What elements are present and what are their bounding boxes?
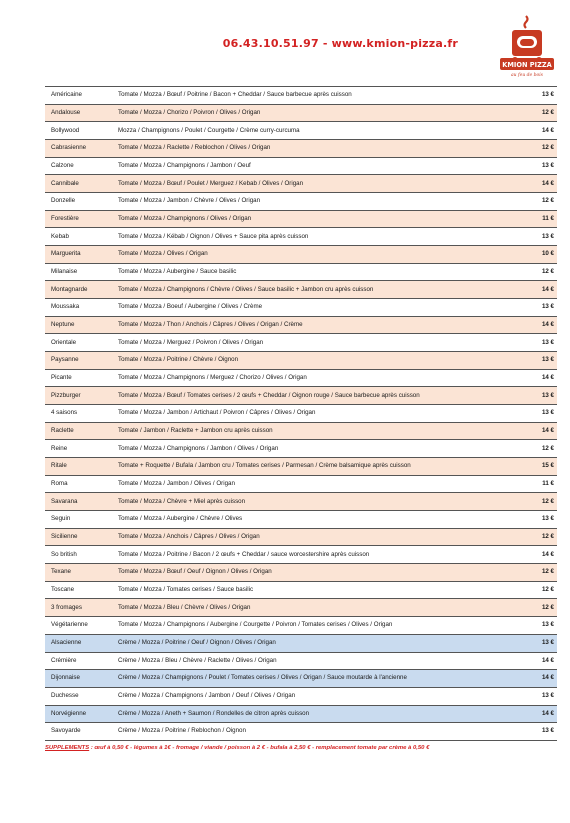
pizza-ingredients: Crème / Mozza / Champignons / Poulet / Tomates cerises / Olives / Origan / Sauce moutarde à l'ancienne xyxy=(112,670,526,688)
pizza-name: Calzone xyxy=(45,157,112,175)
table-row xyxy=(45,369,557,387)
table-row xyxy=(45,228,557,246)
pizza-price: 14 € xyxy=(526,652,557,670)
pizza-name: Texane xyxy=(45,564,112,582)
pizza-name: Seguin xyxy=(45,511,112,529)
pizza-ingredients: Tomate / Jambon / Raclette + Jambon cru après cuisson xyxy=(112,422,526,440)
pizza-name: Kebab xyxy=(45,228,112,246)
pizza-ingredients: Tomate / Mozza / Champignons / Jambon / Oeuf xyxy=(112,157,526,175)
pizza-name: Marguerita xyxy=(45,246,112,264)
pizza-name: Andalouse xyxy=(45,104,112,122)
pizza-name: Reine xyxy=(45,440,112,458)
pizza-ingredients: Tomate / Mozza / Chèvre + Miel après cuisson xyxy=(112,493,526,511)
pizza-price: 13 € xyxy=(526,299,557,317)
pizza-price: 13 € xyxy=(526,157,557,175)
pizza-price: 12 € xyxy=(526,193,557,211)
table-row xyxy=(45,705,557,723)
table-row xyxy=(45,422,557,440)
pizza-name: Végétarienne xyxy=(45,617,112,635)
pizza-price: 11 € xyxy=(526,210,557,228)
pizza-price: 13 € xyxy=(526,723,557,741)
pizza-name: Picante xyxy=(45,369,112,387)
svg-text:au feu de bois: au feu de bois xyxy=(511,73,543,78)
pizza-name: Paysanne xyxy=(45,352,112,370)
table-row xyxy=(45,352,557,370)
pizza-price: 14 € xyxy=(526,422,557,440)
supplements-text: : œuf à 0,50 € - légumes à 1€ - fromage / viande / poisson à 2 € - bufala à 2,50 € - remplacement tomate par crème à 0,50 € xyxy=(89,745,430,751)
table-row xyxy=(45,157,557,175)
pizza-ingredients: Tomate / Mozza / Poitrine / Bacon / 2 œufs + Cheddar / sauce worcestershire après cuisson xyxy=(112,546,526,564)
pizza-name: Norvégienne xyxy=(45,705,112,723)
table-row xyxy=(45,334,557,352)
pizza-price: 13 € xyxy=(526,334,557,352)
pizza-name: Montagnarde xyxy=(45,281,112,299)
table-row xyxy=(45,193,557,211)
table-row xyxy=(45,299,557,317)
table-row xyxy=(45,405,557,423)
pizza-price: 13 € xyxy=(526,634,557,652)
pizza-name: Savoyarde xyxy=(45,723,112,741)
pizza-price: 14 € xyxy=(526,705,557,723)
pizza-price: 10 € xyxy=(526,246,557,264)
pizza-name: Milanaise xyxy=(45,263,112,281)
supplements-label: SUPPLEMENTS xyxy=(45,745,90,751)
table-row xyxy=(45,723,557,741)
pizza-name: Cannibale xyxy=(45,175,112,193)
pizza-price: 14 € xyxy=(526,670,557,688)
pizza-ingredients: Tomate / Mozza / Jambon / Artichaut / Poivron / Câpres / Olives / Origan xyxy=(112,405,526,423)
pizza-name: Ritale xyxy=(45,458,112,476)
table-row xyxy=(45,599,557,617)
table-row xyxy=(45,581,557,599)
pizza-price: 14 € xyxy=(526,122,557,140)
table-row xyxy=(45,493,557,511)
pizza-price: 12 € xyxy=(526,140,557,158)
pizza-ingredients: Tomate / Mozza / Champignons / Merguez / Chorizo / Olives / Origan xyxy=(112,369,526,387)
pizza-name: Crémière xyxy=(45,652,112,670)
pizza-price: 13 € xyxy=(526,352,557,370)
table-row xyxy=(45,387,557,405)
pizza-ingredients: Mozza / Champignons / Poulet / Courgette / Crème curry-curcuma xyxy=(112,122,526,140)
table-row xyxy=(45,104,557,122)
pizza-ingredients: Tomate / Mozza / Champignons / Jambon / Olives / Origan xyxy=(112,440,526,458)
pizza-name: 4 saisons xyxy=(45,405,112,423)
pizza-price: 13 € xyxy=(526,617,557,635)
table-row xyxy=(45,140,557,158)
table-row xyxy=(45,440,557,458)
pizza-name: Bollywood xyxy=(45,122,112,140)
pizza-ingredients: Crème / Mozza / Aneth + Saumon / Rondelles de citron après cuisson xyxy=(112,705,526,723)
pizza-name: Donzelle xyxy=(45,193,112,211)
pizza-name: Toscane xyxy=(45,581,112,599)
pizza-price: 14 € xyxy=(526,175,557,193)
pizza-name: Forestière xyxy=(45,210,112,228)
pizza-price: 14 € xyxy=(526,316,557,334)
table-row xyxy=(45,122,557,140)
pizza-price: 13 € xyxy=(526,387,557,405)
pizza-price: 12 € xyxy=(526,528,557,546)
pizza-ingredients: Tomate / Mozza / Merguez / Poivron / Olives / Origan xyxy=(112,334,526,352)
pizza-ingredients: Tomate / Mozza / Jambon / Olives / Origan xyxy=(112,475,526,493)
pizza-ingredients: Tomate / Mozza / Champignons / Olives / Origan xyxy=(112,210,526,228)
pizza-price: 12 € xyxy=(526,581,557,599)
pizza-ingredients: Tomate / Mozza / Aubergine / Sauce basilic xyxy=(112,263,526,281)
table-row xyxy=(45,175,557,193)
pizza-price: 12 € xyxy=(526,104,557,122)
table-row xyxy=(45,281,557,299)
table-row xyxy=(45,687,557,705)
pizza-name: Dijonnaise xyxy=(45,670,112,688)
supplements-note xyxy=(45,745,560,751)
pizza-price: 14 € xyxy=(526,281,557,299)
pizza-ingredients: Tomate / Mozza / Champignons / Chèvre / Olives / Sauce basilic + Jambon cru après cuisson xyxy=(112,281,526,299)
table-row xyxy=(45,246,557,264)
table-row xyxy=(45,564,557,582)
pizza-price: 13 € xyxy=(526,511,557,529)
table-row xyxy=(45,263,557,281)
pizza-price: 13 € xyxy=(526,687,557,705)
table-row xyxy=(45,652,557,670)
table-row xyxy=(45,528,557,546)
contact-line: 06.43.10.51.97 - www.kmion-pizza.fr xyxy=(222,37,458,50)
table-row xyxy=(45,458,557,476)
pizza-ingredients: Tomate + Roquette / Bufala / Jambon cru / Tomates cerises / Parmesan / Crème balsamique après cuisson xyxy=(112,458,526,476)
pizza-price: 12 € xyxy=(526,440,557,458)
pizza-ingredients: Tomate / Mozza / Boeuf / Aubergine / Olives / Crème xyxy=(112,299,526,317)
pizza-price: 13 € xyxy=(526,228,557,246)
pizza-name: Alsacienne xyxy=(45,634,112,652)
pizza-ingredients: Tomate / Mozza / Bleu / Chèvre / Olives / Origan xyxy=(112,599,526,617)
pizza-price: 12 € xyxy=(526,564,557,582)
pizza-ingredients: Tomate / Mozza / Anchois / Câpres / Olives / Origan xyxy=(112,528,526,546)
table-row xyxy=(45,475,557,493)
table-row xyxy=(45,670,557,688)
table-row xyxy=(45,511,557,529)
table-row xyxy=(45,546,557,564)
pizza-price: 14 € xyxy=(526,369,557,387)
pizza-ingredients: Tomate / Mozza / Kébab / Oignon / Olives + Sauce pita après cuisson xyxy=(112,228,526,246)
pizza-price: 13 € xyxy=(526,405,557,423)
pizza-name: Orientale xyxy=(45,334,112,352)
pizza-ingredients: Tomate / Mozza / Bœuf / Oeuf / Oignon / Olives / Origan xyxy=(112,564,526,582)
pizza-price: 12 € xyxy=(526,493,557,511)
table-row xyxy=(45,210,557,228)
pizza-name: Raclette xyxy=(45,422,112,440)
pizza-name: Savarana xyxy=(45,493,112,511)
pizza-name: Moussaka xyxy=(45,299,112,317)
pizza-ingredients: Tomate / Mozza / Champignons / Aubergine / Courgette / Poivron / Tomates cerises / Olives / Origan xyxy=(112,617,526,635)
pizza-ingredients: Tomate / Mozza / Chorizo / Poivron / Olives / Origan xyxy=(112,104,526,122)
pizza-price: 15 € xyxy=(526,458,557,476)
table-row xyxy=(45,87,557,105)
pizza-ingredients: Tomate / Mozza / Poitrine / Chèvre / Oignon xyxy=(112,352,526,370)
pizza-name: Sicilienne xyxy=(45,528,112,546)
pizza-ingredients: Tomate / Mozza / Olives / Origan xyxy=(112,246,526,264)
pizza-price: 14 € xyxy=(526,546,557,564)
pizza-ingredients: Tomate / Mozza / Raclette / Reblochon / Olives / Origan xyxy=(112,140,526,158)
svg-text:KMION PIZZA: KMION PIZZA xyxy=(502,61,552,69)
pizza-name: Neptune xyxy=(45,316,112,334)
pizza-name: Cabrasienne xyxy=(45,140,112,158)
table-row xyxy=(45,617,557,635)
pizza-menu-table xyxy=(45,86,557,741)
pizza-ingredients: Tomate / Mozza / Jambon / Chèvre / Olives / Origan xyxy=(112,193,526,211)
pizza-price: 13 € xyxy=(526,87,557,105)
pizza-ingredients: Crème / Mozza / Champignons / Jambon / Oeuf / Olives / Origan xyxy=(112,687,526,705)
pizza-name: Duchesse xyxy=(45,687,112,705)
pizza-ingredients: Tomate / Mozza / Bœuf / Poulet / Merguez / Kebab / Olives / Origan xyxy=(112,175,526,193)
pizza-name: So british xyxy=(45,546,112,564)
table-row xyxy=(45,634,557,652)
pizza-ingredients: Crème / Mozza / Bleu / Chèvre / Raclette / Olives / Origan xyxy=(112,652,526,670)
pizza-price: 12 € xyxy=(526,599,557,617)
pizza-name: Américaine xyxy=(45,87,112,105)
pizza-name: 3 fromages xyxy=(45,599,112,617)
table-row xyxy=(45,316,557,334)
kmion-pizza-logo xyxy=(498,14,556,80)
pizza-ingredients: Tomate / Mozza / Thon / Anchois / Câpres / Olives / Origan / Crème xyxy=(112,316,526,334)
pizza-price: 11 € xyxy=(526,475,557,493)
pizza-ingredients: Tomate / Mozza / Bœuf / Poitrine / Bacon + Cheddar / Sauce barbecue après cuisson xyxy=(112,87,526,105)
pizza-ingredients: Tomate / Mozza / Bœuf / Tomates cerises / 2 œufs + Cheddar / Oignon rouge / Sauce barbecue après cuisson xyxy=(112,387,526,405)
pizza-name: Pizzburger xyxy=(45,387,112,405)
pizza-price: 12 € xyxy=(526,263,557,281)
pizza-ingredients: Tomate / Mozza / Aubergine / Chèvre / Olives xyxy=(112,511,526,529)
pizza-ingredients: Tomate / Mozza / Tomates cerises / Sauce basilic xyxy=(112,581,526,599)
pizza-name: Roma xyxy=(45,475,112,493)
pizza-ingredients: Crème / Mozza / Poitrine / Oeuf / Oignon / Olives / Origan xyxy=(112,634,526,652)
pizza-ingredients: Crème / Mozza / Poitrine / Reblochon / Oignon xyxy=(112,723,526,741)
